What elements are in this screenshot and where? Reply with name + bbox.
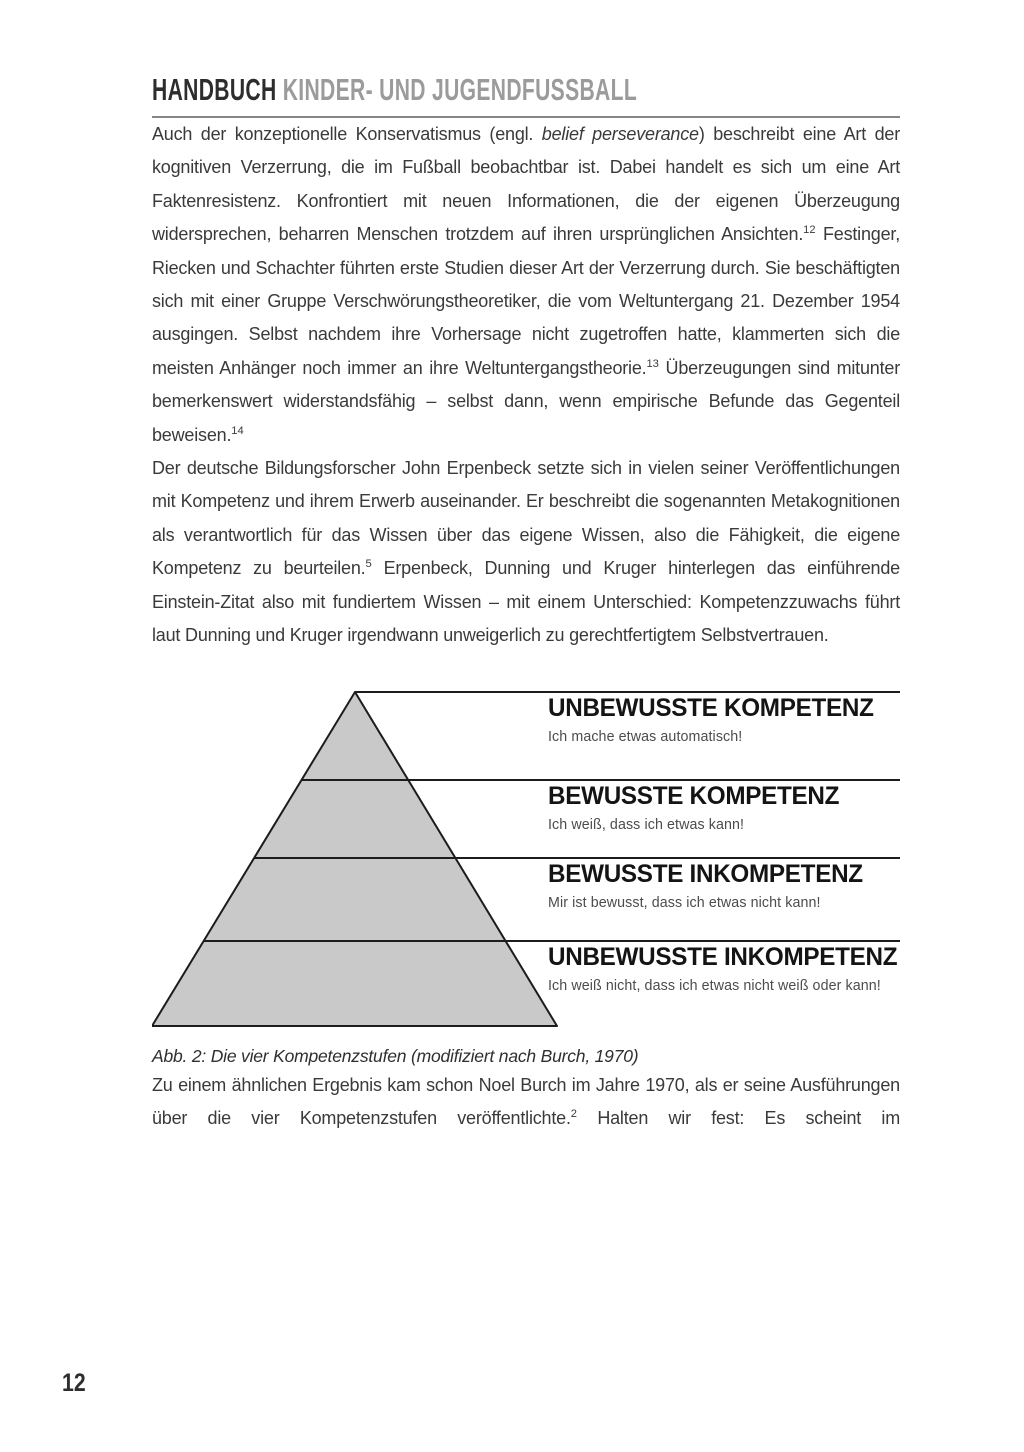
- competence-pyramid-figure: [152, 685, 900, 1030]
- running-head-primary: HANDBUCH: [152, 72, 277, 107]
- level-bewusste-kompetenz: [548, 782, 900, 833]
- level-title: BEWUSSTE INKOMPETENZ: [548, 859, 863, 888]
- level-subtitle: Mir ist bewusst, dass ich etwas nicht kann!: [548, 893, 821, 911]
- level-subtitle: Ich weiß, dass ich etwas kann!: [548, 815, 745, 833]
- level-title: UNBEWUSSTE INKOMPETENZ: [548, 942, 898, 971]
- level-unbewusste-kompetenz: [548, 694, 900, 745]
- level-subtitle: Ich mache etwas automatisch!: [548, 727, 743, 745]
- level-unbewusste-inkompetenz: [548, 943, 900, 994]
- running-head-text: [152, 72, 637, 108]
- level-title: BEWUSSTE KOMPETENZ: [548, 781, 840, 810]
- paragraph-belief-perseverance: Auch der konzeptionelle Konservatismus (engl. belief perseverance) beschreibt eine Art der kognitiven Verzerrung, die im Fußball beobachtbar ist. Dabei handelt es sich um eine Art Faktenresistenz. Konfrontiert mit neuen Informationen, die der eigenen Überzeugung widersprechen, beharren Menschen trotzdem auf ihren ursprünglichen Ansichten.$^{12}$ Festinger, Riecken und Schachter führten erste Studien dieser Art der Verzerrung durch. Sie beschäftigten sich mit einer Gruppe Verschwörungstheoretiker, die vom Weltuntergang 21. Dezember 1954 ausgingen. Selbst nachdem ihre Vorhersage nicht zugetroffen hatte, klammerten sich die meisten Anhänger noch immer an ihre Weltuntergangstheorie.$^{13}$ Überzeugungen sind mitunter bemerkenswert widerstandsfähig – selbst dann, wenn empirische Befunde das Gegenteil beweisen.$^{14}$: [152, 124, 900, 445]
- level-title: UNBEWUSSTE KOMPETENZ: [548, 693, 874, 722]
- level-subtitle: Ich weiß nicht, dass ich etwas nicht weiß oder kann!: [548, 976, 881, 994]
- running-head-secondary: KINDER- UND JUGENDFUSSBALL: [282, 72, 638, 107]
- figure-caption: Abb. 2: Die vier Kompetenzstufen (modifiziert nach Burch, 1970): [152, 1045, 639, 1066]
- paragraph-noel-burch: Zu einem ähnlichen Ergebnis kam schon Noel Burch im Jahre 1970, als er seine Ausführungen über die vier Kompetenzstufen veröffentlichte.$^2$ Halten wir fest: Es scheint im: [152, 1074, 901, 1128]
- level-bewusste-inkompetenz: [548, 860, 900, 911]
- paragraph-erpenbeck-metakognition: Der deutsche Bildungsforscher John Erpenbeck setzte sich in vielen seiner Veröffentlichungen mit Kompetenz und ihrem Erwerb auseinander. Er beschreibt die sogenannten Metakognitionen als verantwortlich für das Wissen über das eigene Wissen, also die Fähigkeit, die eigene Kompetenz zu beurteilen.$^5$ Erpenbeck, Dunning und Kruger hinterlegen das einführende Einstein-Zitat also mit fundiertem Wissen – mit einem Unterschied: Kompetenzzuwachs führt laut Dunning und Kruger irgendwann unweigerlich zu gerechtfertigtem Selbstvertrauen.: [152, 458, 900, 646]
- page-content: [152, 0, 900, 1135]
- page-number: 12: [62, 1369, 86, 1397]
- running-head: [152, 72, 900, 108]
